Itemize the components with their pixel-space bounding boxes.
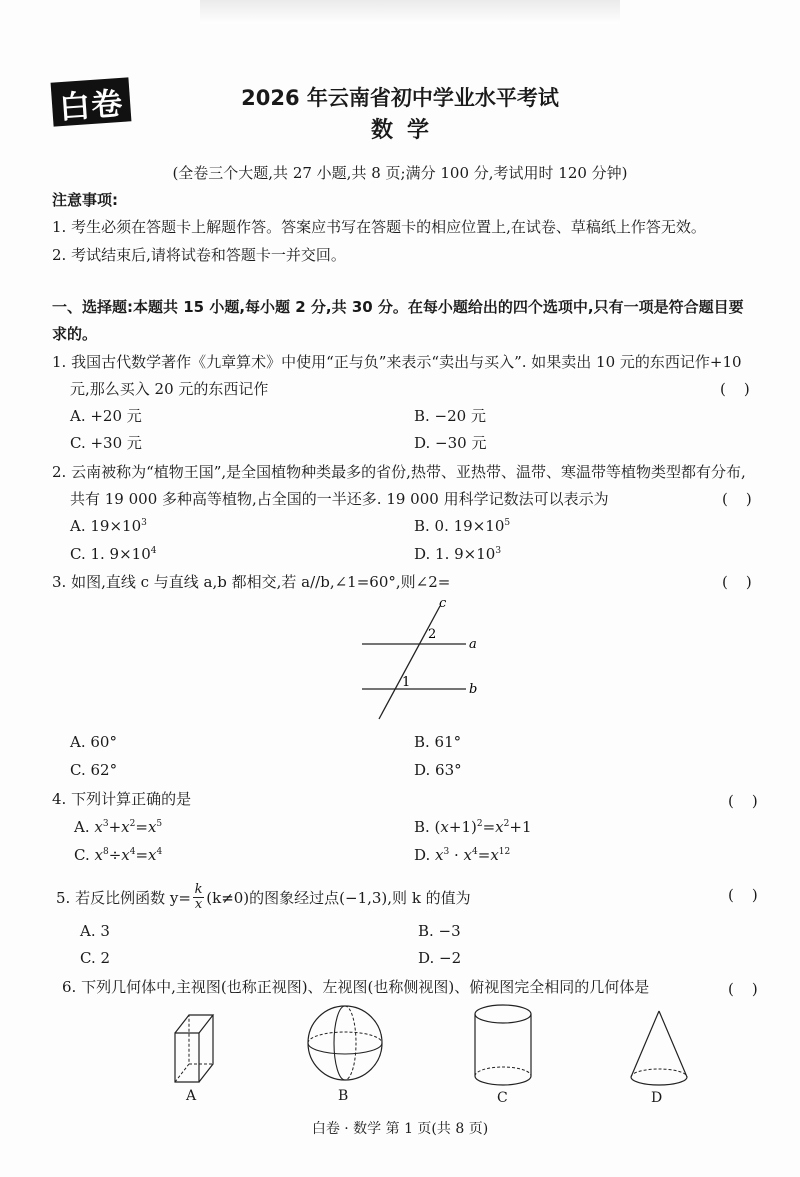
q4-b-exp1: 2 bbox=[476, 819, 483, 829]
q4-option-d bbox=[414, 845, 510, 865]
figure-label-b: B bbox=[338, 1088, 349, 1104]
q2-option-c-exp: 4 bbox=[150, 546, 157, 556]
q4-a-exp1: 3 bbox=[102, 819, 109, 829]
q2-stem-line2: 共有 19 000 多种高等植物,占全国的一半还多. 19 000 用科学记数法可以表示为 bbox=[70, 490, 609, 508]
q2-option-d-base: D. 1. 9×10 bbox=[414, 545, 496, 563]
q2-option-a-base: A. 19×10 bbox=[70, 517, 142, 535]
q2-option-d bbox=[414, 544, 501, 564]
q4-a-exp2: 2 bbox=[129, 819, 136, 829]
q4-b-part1: B. ( bbox=[414, 818, 441, 836]
q2-option-c bbox=[70, 544, 157, 564]
cone-figure bbox=[624, 1005, 694, 1090]
q5-option-c: C. 2 bbox=[80, 949, 111, 967]
q4-c-var2: x bbox=[121, 846, 130, 864]
q4-d-part1: D. bbox=[414, 846, 436, 864]
q1-stem-line2: 元,那么买入 20 元的东西记作 bbox=[70, 380, 269, 398]
q4-c-exp2: 4 bbox=[129, 847, 136, 857]
q2-option-c-base: C. 1. 9×10 bbox=[70, 545, 151, 563]
cylinder-figure bbox=[468, 1000, 538, 1088]
q1-option-c: C. +30 元 bbox=[70, 434, 142, 452]
q2-answer-bracket: () bbox=[722, 490, 770, 508]
q4-d-exp3: 12 bbox=[498, 847, 511, 857]
q2-option-b-base: B. 0. 19×10 bbox=[414, 517, 505, 535]
q2-option-b-exp: 5 bbox=[504, 518, 511, 528]
figure-label-a: A bbox=[186, 1088, 197, 1104]
q4-c-div: ÷ bbox=[108, 846, 122, 864]
q4-stem: 4. 下列计算正确的是 bbox=[52, 790, 192, 808]
notice-heading: 注意事项: bbox=[52, 191, 118, 209]
q4-d-var1: x bbox=[435, 846, 444, 864]
q5-stem bbox=[56, 883, 471, 912]
q5-stem-prefix: 5. 若反比例函数 y= bbox=[56, 888, 191, 907]
scan-shadow bbox=[200, 0, 620, 24]
q5-answer-bracket: () bbox=[728, 886, 776, 904]
exam-title: 2026 年云南省初中学业水平考试 bbox=[241, 86, 559, 110]
q1-option-d: D. −30 元 bbox=[414, 434, 487, 452]
q4-option-c bbox=[74, 845, 162, 865]
q4-option-a bbox=[74, 817, 162, 837]
q5-fraction-denominator: x bbox=[194, 897, 203, 912]
q1-option-b: B. −20 元 bbox=[414, 407, 486, 425]
label-angle-1: 1 bbox=[402, 675, 411, 690]
cuboid-figure bbox=[165, 1005, 235, 1085]
q3-stem: 3. 如图,直线 c 与直线 a,b 都相交,若 a//b,∠1=60°,则∠2= bbox=[52, 573, 451, 591]
figure-label-c: C bbox=[497, 1090, 508, 1106]
badge-label: 白卷 bbox=[58, 85, 125, 126]
q4-b-exp2: 2 bbox=[503, 819, 510, 829]
q2-option-d-exp: 3 bbox=[495, 546, 502, 556]
q4-b-tail: +1 bbox=[509, 818, 532, 836]
q4-d-dot: · bbox=[449, 846, 464, 864]
q5-option-d: D. −2 bbox=[418, 949, 462, 967]
label-a: a bbox=[469, 637, 477, 652]
q1-option-a: A. +20 元 bbox=[70, 407, 142, 425]
q2-option-a bbox=[70, 516, 147, 536]
q4-c-eq: = bbox=[135, 846, 149, 864]
figure-label-d: D bbox=[651, 1090, 663, 1106]
q4-a-part1: A. bbox=[74, 818, 95, 836]
sphere-figure bbox=[302, 1000, 388, 1086]
q4-b-eq: = bbox=[482, 818, 496, 836]
section-heading-line1: 一、选择题:本题共 15 小题,每小题 2 分,共 30 分。在每小题给出的四个选项中,只有一项是符合题目要 bbox=[52, 298, 744, 316]
section-heading-line2: 求的。 bbox=[52, 325, 98, 343]
q5-stem-suffix: (k≠0)的图象经过点(−1,3),则 k 的值为 bbox=[206, 888, 471, 907]
parallel-lines-figure bbox=[350, 592, 490, 724]
q4-b-part2: +1) bbox=[448, 818, 477, 836]
q2-stem-line1: 2. 云南被称为“植物王国”,是全国植物种类最多的省份,热带、亚热带、温带、寒温带等植物类型都有分布, bbox=[52, 463, 746, 481]
q6-answer-bracket: () bbox=[728, 980, 776, 998]
q3-option-c: C. 62° bbox=[70, 761, 118, 779]
q1-stem-line1: 1. 我国古代数学著作《九章算术》中使用“正与负”来表示“卖出与买入”. 如果卖出 10 元的东西记作+10 bbox=[52, 353, 742, 371]
q4-c-var1: x bbox=[94, 846, 103, 864]
q4-a-exp3: 5 bbox=[156, 819, 163, 829]
q5-option-b: B. −3 bbox=[418, 922, 461, 940]
q5-option-a: A. 3 bbox=[80, 922, 110, 940]
q4-b-var2: x bbox=[495, 818, 504, 836]
q1-answer-bracket: () bbox=[720, 380, 768, 398]
label-c: c bbox=[439, 596, 447, 611]
line-c bbox=[379, 606, 440, 719]
q4-d-exp2: 4 bbox=[472, 847, 478, 857]
q4-c-part1: C. bbox=[74, 846, 95, 864]
q6-stem: 6. 下列几何体中,主视图(也称正视图)、左视图(也称侧视图)、俯视图完全相同的几何体是 bbox=[62, 978, 650, 996]
q3-answer-bracket: () bbox=[722, 573, 770, 591]
q3-option-a: A. 60° bbox=[70, 733, 117, 751]
q4-c-exp1: 8 bbox=[102, 847, 109, 857]
q5-fraction-numerator: k bbox=[194, 882, 203, 897]
q2-option-b bbox=[414, 516, 510, 536]
q4-d-var2: x bbox=[463, 846, 473, 864]
q4-d-exp1: 3 bbox=[443, 847, 450, 857]
q4-a-plus: + bbox=[108, 818, 122, 836]
exam-subject: 数学 bbox=[370, 118, 443, 143]
q4-answer-bracket: () bbox=[728, 792, 776, 810]
q4-a-var2: x bbox=[121, 818, 130, 836]
exam-info: (全卷三个大题,共 27 小题,共 8 页;满分 100 分,考试用时 120 分钟) bbox=[172, 164, 628, 182]
q4-option-b bbox=[414, 817, 532, 837]
q5-fraction bbox=[193, 883, 204, 912]
page-footer: 白卷 · 数学 第 1 页(共 8 页) bbox=[311, 1121, 489, 1137]
q4-c-exp3: 4 bbox=[156, 847, 163, 857]
q3-option-d: D. 63° bbox=[414, 761, 462, 779]
q4-d-eq: = bbox=[477, 846, 491, 864]
q4-c-var3: x bbox=[148, 846, 157, 864]
notice-item-2: 2. 考试结束后,请将试卷和答题卡一并交回。 bbox=[52, 246, 346, 264]
q3-option-b: B. 61° bbox=[414, 733, 462, 751]
notice-item-1: 1. 考生必须在答题卡上解题作答。答案应书写在答题卡的相应位置上,在试卷、草稿纸上作答无效。 bbox=[52, 218, 706, 236]
q2-option-a-exp: 3 bbox=[141, 518, 147, 528]
q4-d-var3: x bbox=[490, 846, 499, 864]
q4-b-var1: x bbox=[440, 818, 449, 836]
q4-a-eq: = bbox=[135, 818, 148, 836]
label-b: b bbox=[469, 682, 478, 697]
q4-a-var3: x bbox=[147, 818, 157, 836]
q4-a-var1: x bbox=[94, 818, 103, 836]
label-angle-2: 2 bbox=[428, 627, 437, 642]
